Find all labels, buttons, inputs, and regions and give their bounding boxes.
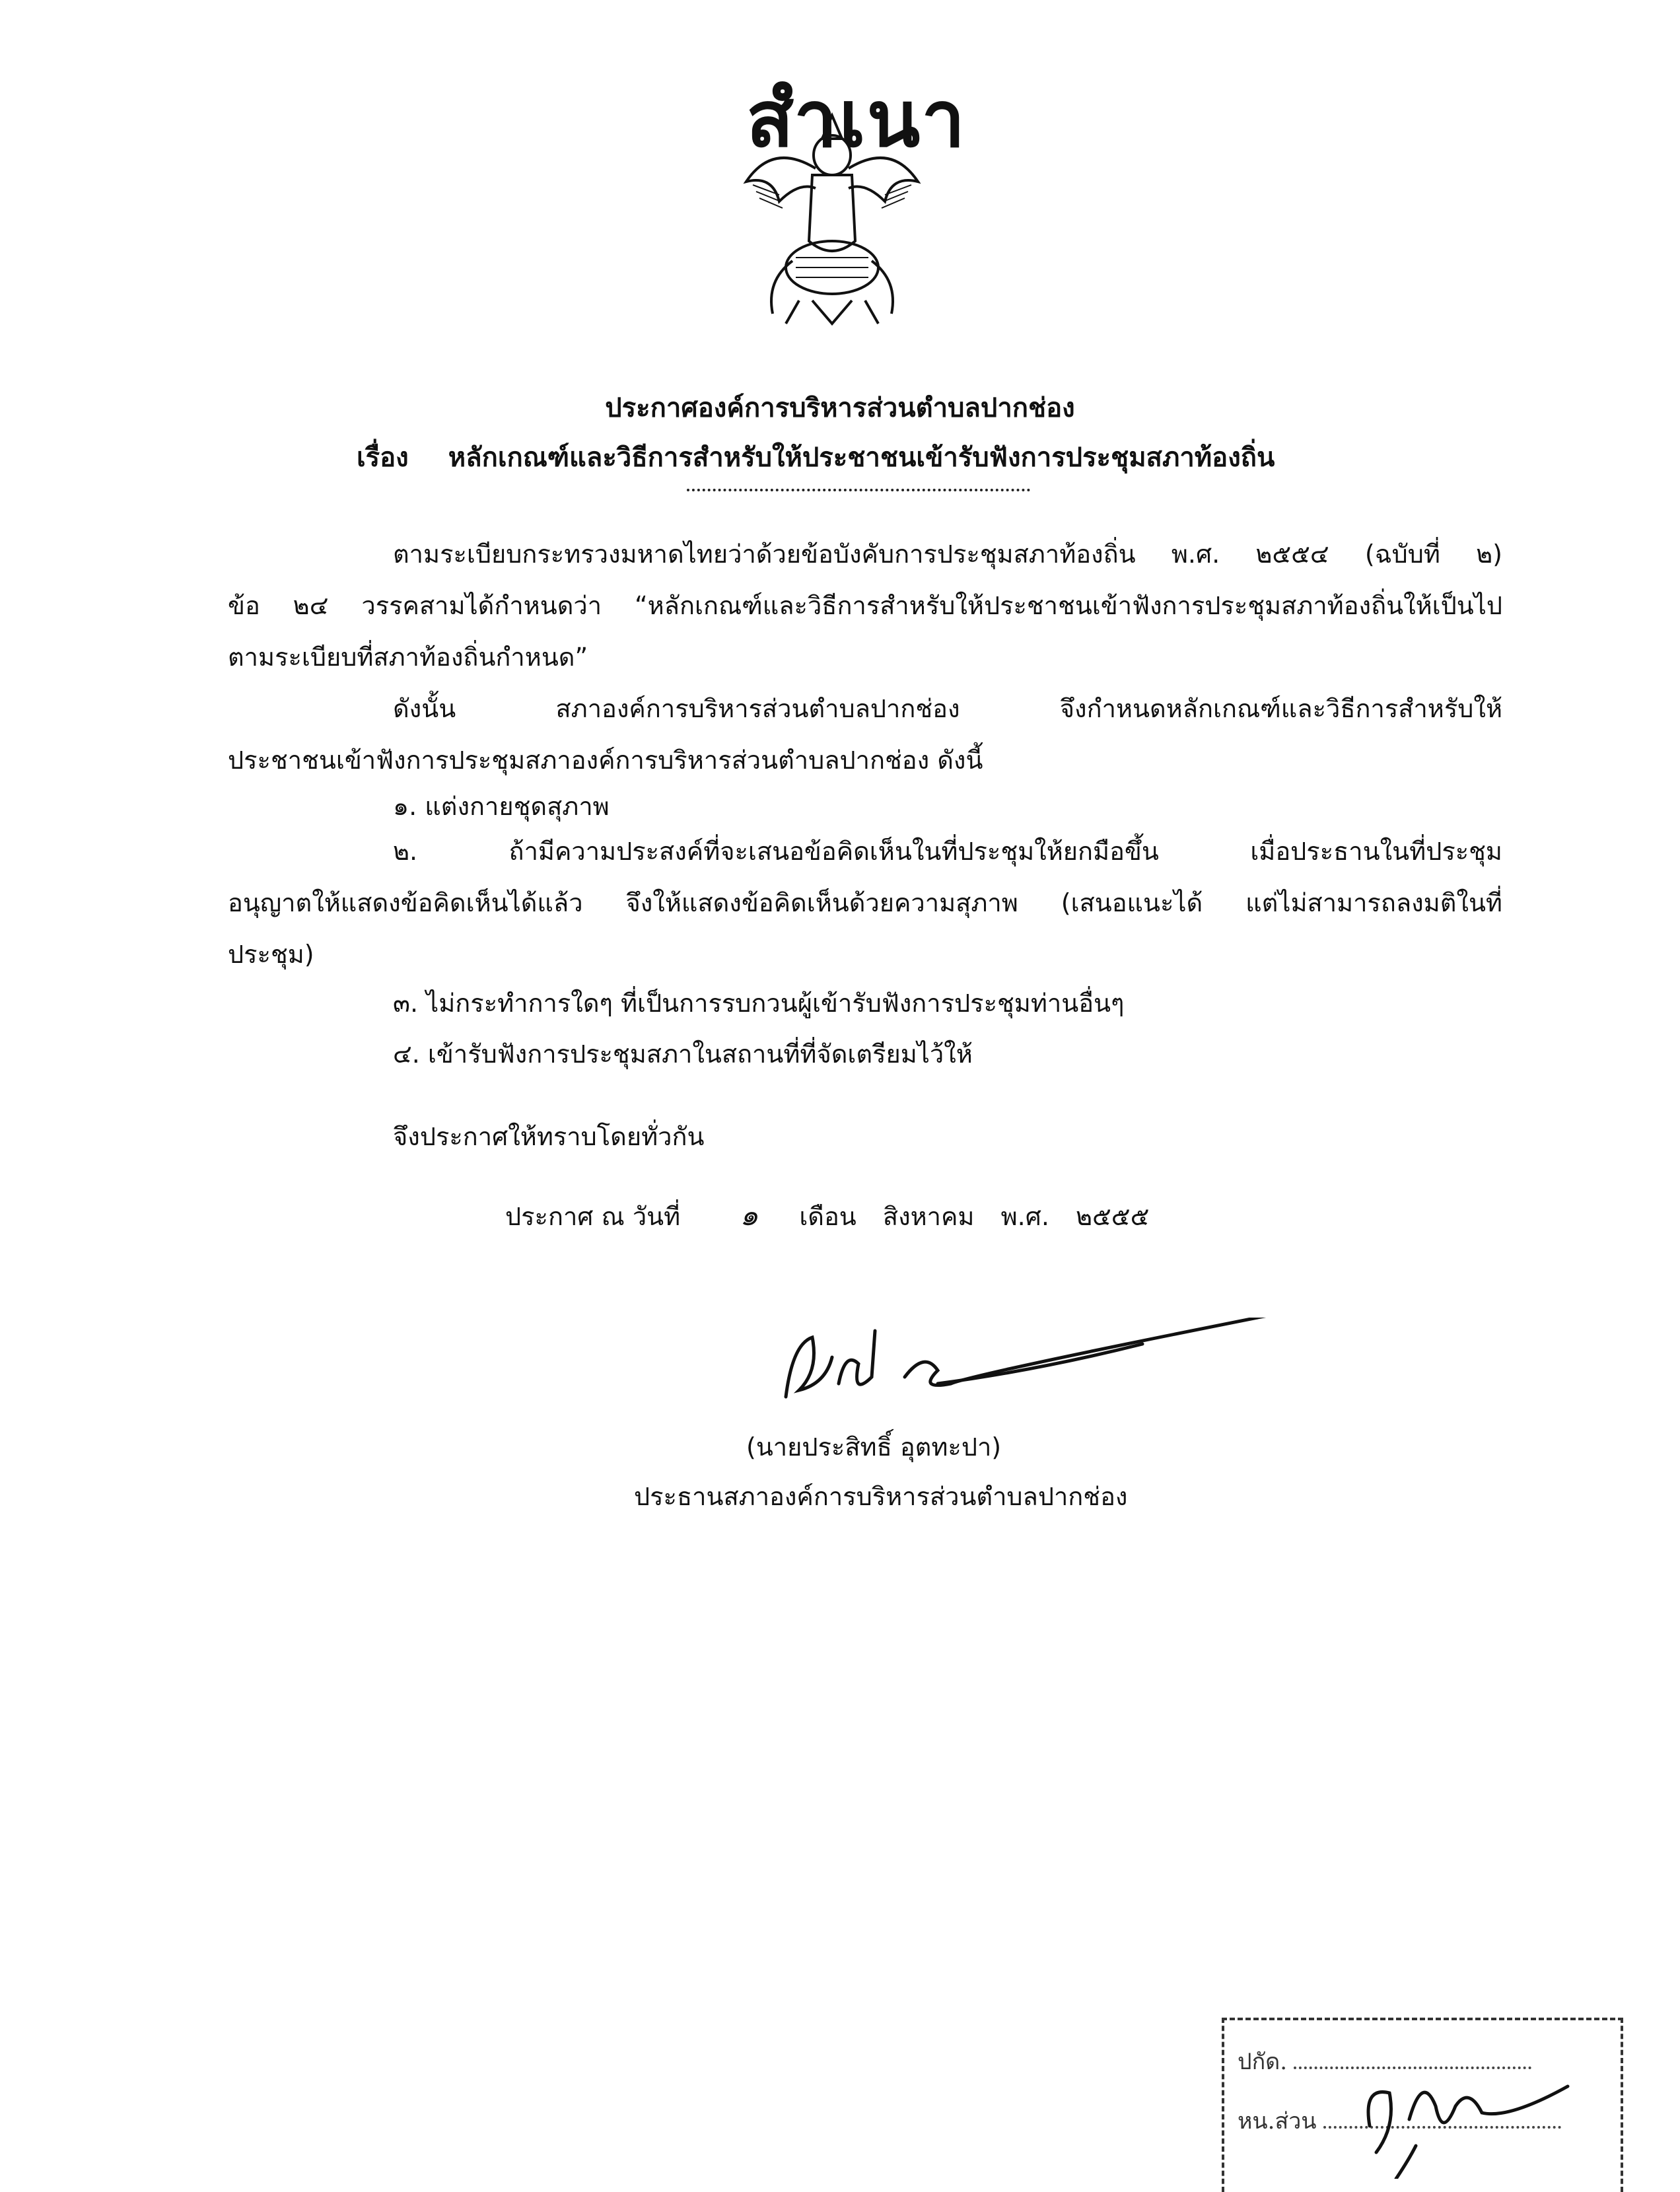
subject-text: หลักเกณฑ์และวิธีการสำหรับให้ประชาชนเข้ารับฟังการประชุมสภาท้องถิ่น	[448, 442, 1275, 473]
paragraph-line: ประชุม)	[228, 940, 314, 969]
date-year-label: พ.ศ.	[1000, 1202, 1049, 1231]
signatory-name: (นายประสิทธิ์ อุตทะปา)	[746, 1432, 1002, 1462]
announcement-date	[505, 1192, 1168, 1238]
garuda-emblem	[733, 102, 931, 330]
list-item-4: ๔. เข้ารับฟังการประชุมสภาในสถานที่ที่จัดเตรียมไว้ให้	[393, 1040, 973, 1069]
closing-statement: จึงประกาศให้ทราบโดยทั่วกัน	[393, 1122, 705, 1151]
paragraph-line: ตามระเบียบกระทรวงมหาดไทยว่าด้วยข้อบังคับการประชุมสภาท้องถิ่น พ.ศ. ๒๕๕๔ (ฉบับที่ ๒)	[393, 540, 1502, 569]
stamp-row-label: หน.ส่วน	[1238, 2108, 1317, 2135]
list-item-2	[228, 826, 1502, 980]
date-day: ๑	[740, 1199, 759, 1232]
stamp-initials	[1356, 2047, 1594, 2179]
list-item-1: ๑. แต่งกายชุดสุภาพ	[393, 792, 610, 821]
handwritten-signature	[773, 1318, 1459, 1417]
announcement-title: ประกาศองค์การบริหารส่วนตำบลปากช่อง	[605, 393, 1075, 423]
paragraph-2	[228, 683, 1502, 786]
title-divider	[687, 489, 1030, 491]
paragraph-line: อนุญาตให้แสดงข้อคิดเห็นได้แล้ว จึงให้แสดงข้อคิดเห็นด้วยความสุภาพ (เสนอแนะได้ แต่ไม่สามารถลงมติในที่	[228, 888, 1502, 917]
review-stamp	[1222, 2018, 1623, 2192]
signatory-position: ประธานสภาองค์การบริหารส่วนตำบลปากช่อง	[634, 1482, 1128, 1511]
paragraph-line: ประชาชนเข้าฟังการประชุมสภาองค์การบริหารส่วนตำบลปากช่อง ดังนี้	[228, 746, 983, 775]
date-prefix: ประกาศ ณ วันที่	[505, 1202, 681, 1231]
list-item-3: ๓. ไม่กระทำการใดๆ ที่เป็นการรบกวนผู้เข้ารับฟังการประชุมท่านอื่นๆ	[393, 989, 1125, 1018]
paragraph-line: ดังนั้น สภาองค์การบริหารส่วนตำบลปากช่อง จึงกำหนดหลักเกณฑ์และวิธีการสำหรับให้	[393, 694, 1502, 723]
stamp-row-label: ปกัด.	[1238, 2049, 1288, 2075]
paragraph-line: ๒. ถ้ามีความประสงค์ที่จะเสนอข้อคิดเห็นในที่ประชุมให้ยกมือขึ้น เมื่อประธานในที่ประชุม	[393, 837, 1502, 866]
date-month-label: เดือน	[799, 1202, 857, 1231]
subject-label: เรื่อง	[357, 442, 409, 473]
paragraph-line: ตามระเบียบที่สภาท้องถิ่นกำหนด”	[228, 643, 588, 672]
paragraph-line: ข้อ ๒๔ วรรคสามได้กำหนดว่า “หลักเกณฑ์และวิธีการสำหรับให้ประชาชนเข้าฟังการประชุมสภาท้องถิ่นให้เป็นไป	[228, 591, 1502, 620]
date-month: สิงหาคม	[882, 1202, 975, 1231]
paragraph-1	[228, 528, 1502, 683]
date-year: ๒๕๕๕	[1076, 1202, 1150, 1231]
copy-stamp: สำเนา	[746, 73, 967, 164]
subject-line	[357, 436, 1275, 478]
